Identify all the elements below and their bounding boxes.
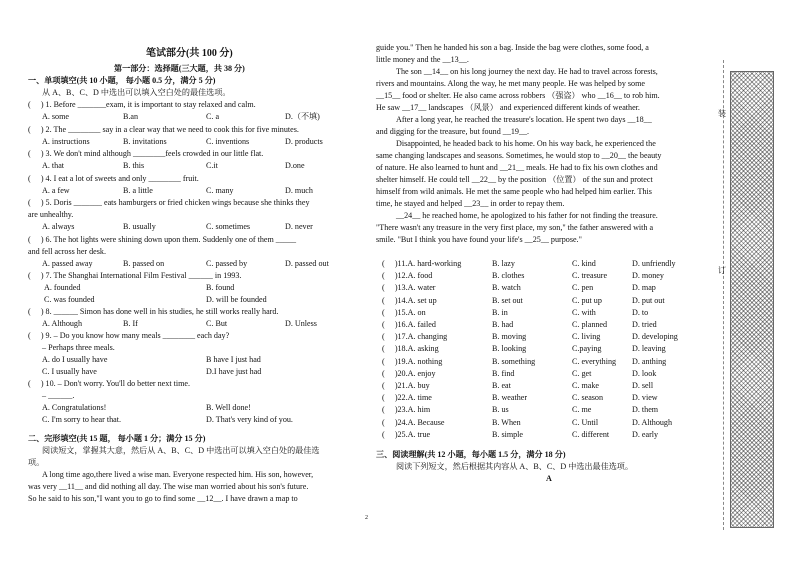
passage-line: __24__ he reached home, he apologized to his father for not finding the treasure. xyxy=(396,211,658,220)
cloze-23-option-a: ( )23.A. him xyxy=(382,405,431,415)
q9-option-d: D.I have just had xyxy=(206,367,262,376)
cloze-19-option-a: ( )19.A. nothing xyxy=(382,356,443,366)
cloze-11-option-c: C. kind xyxy=(572,259,596,268)
passage-line: was very __11__ and did nothing all day. The wise man worried about his son's future. xyxy=(28,482,309,491)
q2-option-a: A. instructions xyxy=(42,137,90,146)
q6-option-d: D. passed out xyxy=(285,259,329,268)
question-10-continued: – ______. xyxy=(42,391,75,400)
cloze-21-option-a: ( )21.A. buy xyxy=(382,381,430,390)
exam-part-title: 笔试部分(共 100 分) xyxy=(146,48,233,59)
cloze-16-option-b: B. had xyxy=(492,320,514,329)
q3-option-d: D.one xyxy=(285,161,305,170)
cloze-20-option-d: D. look xyxy=(632,368,657,378)
passage-line: time, he stayed and helped __23__ in order to repay them. xyxy=(376,199,565,208)
q1-option-d: D.（不填) xyxy=(285,112,320,121)
cloze-13-option-b: B. watch xyxy=(492,283,521,293)
q7-option-c: C. was founded xyxy=(44,295,95,304)
cloze-21-option-b: B. eat xyxy=(492,381,511,390)
q4-option-d: D. much xyxy=(285,186,313,195)
cloze-24-option-a: ( )24.A. Because xyxy=(382,417,445,427)
cloze-12-option-a: ( )12.A. food xyxy=(382,271,433,281)
cloze-17-option-c: C. living xyxy=(572,332,601,342)
cloze-22-option-a: ( )22.A. time xyxy=(382,393,432,403)
q8-option-c: C. But xyxy=(206,319,228,328)
cloze-19-option-b: B. something xyxy=(492,356,536,366)
passage-line: "There wasn't any treasure in the very first place, my son," the father answered with a xyxy=(376,223,654,232)
question-5-stem: ( ) 5. Doris _______ eats hamburgers or fried chicken wings because she thinks they xyxy=(28,198,310,207)
cloze-25-option-d: D. early xyxy=(632,429,659,439)
cloze-14-option-b: B. set out xyxy=(492,295,523,305)
q8-option-d: D. Unless xyxy=(285,319,317,328)
passage-line: Disappointed, he headed back to his home. On his way back, he experienced the xyxy=(396,139,656,148)
cloze-11-option-a: ( )11.A. hard-working xyxy=(382,259,462,268)
cloze-11-option-b: B. lazy xyxy=(492,259,515,268)
question-9-continued: – Perhaps three meals. xyxy=(42,343,115,352)
binding-margin-pattern xyxy=(730,71,774,528)
cloze-12-option-c: C. treasure xyxy=(572,271,608,281)
q7-option-a: A. founded xyxy=(44,283,81,292)
cloze-13-option-d: D. map xyxy=(632,283,656,293)
q10-option-b: B. Well done! xyxy=(206,403,251,412)
passage-line: little money and the __13__. xyxy=(376,55,469,64)
cloze-22-option-c: C. season xyxy=(572,393,604,403)
q3-option-a: A. that xyxy=(42,161,65,170)
question-2-stem: ( ) 2. The ________ say in a clear way that we need to cook this for five minutes. xyxy=(28,125,299,134)
question-1-stem: ( ) 1. Before _______exam, it is important to stay relaxed and calm. xyxy=(28,100,256,109)
passage-label: A xyxy=(546,474,552,483)
cloze-16-option-a: ( )16.A. failed xyxy=(382,320,436,329)
cloze-14-option-c: C. put up xyxy=(572,295,602,305)
cloze-18-option-d: D. leaving xyxy=(632,344,666,354)
cloze-20-option-a: ( )20.A. enjoy xyxy=(382,368,436,378)
question-6-continued: and fell across her desk. xyxy=(28,247,106,256)
q8-option-b: B. If xyxy=(123,319,138,328)
question-10-stem: ( ) 10. – Don't worry. You'll do better next time. xyxy=(28,379,191,388)
passage-line: smile. "But I think you have found your life's __25__ purpose." xyxy=(376,235,582,244)
binding-label-ding: 订 xyxy=(718,266,726,275)
cloze-17-option-b: B. moving xyxy=(492,332,527,342)
q7-option-d: D. will be founded xyxy=(206,295,267,304)
cloze-22-option-b: B. weather xyxy=(492,393,528,403)
binding-label-zhuang: 装 xyxy=(718,109,726,118)
passage-line: shelter himself. He could tell __22__ by the position （位置） of the sun and protect xyxy=(376,175,653,184)
cloze-13-option-a: ( )13.A. water xyxy=(382,283,436,293)
cloze-15-option-c: C. with xyxy=(572,307,596,317)
cloze-18-option-c: C.paying xyxy=(572,344,602,354)
cloze-11-option-d: D. unfriendly xyxy=(632,259,676,268)
q8-option-a: A. Although xyxy=(42,319,83,328)
q9-option-a: A. do I usually have xyxy=(42,355,108,364)
cloze-19-option-c: C. everything xyxy=(572,356,617,366)
cloze-20-option-b: B. find xyxy=(492,368,515,378)
cloze-12-option-d: D. money xyxy=(632,271,664,281)
passage-line: of nature. He also learned to hunt and __21__ meals. He had to fix his own clothes and xyxy=(376,163,658,172)
question-6-stem: ( ) 6. The hot lights were shining down upon them. Suddenly one of them _____ xyxy=(28,235,297,244)
cloze-21-option-c: C. make xyxy=(572,381,599,390)
cloze-16-option-d: D. tried xyxy=(632,320,657,329)
cloze-17-option-d: D. developing xyxy=(632,332,678,342)
q1-option-a: A. some xyxy=(42,112,69,121)
cloze-14-option-a: ( )14.A. set up xyxy=(382,295,437,305)
cloze-22-option-d: D. view xyxy=(632,393,658,403)
q6-option-b: B. passed on xyxy=(123,259,165,268)
passage-line: __15__ food or shelter. He also came across robbers （强盗） who __16__ to rob him. xyxy=(376,91,660,100)
q7-option-b: B. found xyxy=(206,283,235,292)
q5-option-b: B. usually xyxy=(123,222,156,231)
passage-line: A long time ago,there lived a wise man. Everyone respected him. His son, however, xyxy=(42,470,314,479)
cloze-23-option-b: B. us xyxy=(492,405,509,415)
q1-option-b: B.an xyxy=(123,112,139,121)
cloze-12-option-b: B. clothes xyxy=(492,271,525,281)
q2-option-b: B. invitations xyxy=(123,137,167,146)
q4-option-b: B. a little xyxy=(123,186,153,195)
passage-line: After a long year, he reached the treasure's location. He spent two days __18__ xyxy=(396,115,652,124)
section3-instructions: 阅读下列短文，然后根据其内容从 A、B、C、D 中选出最佳选项。 xyxy=(396,462,633,471)
q3-option-c: C.it xyxy=(206,161,218,170)
q5-option-d: D. never xyxy=(285,222,313,231)
cloze-19-option-d: D. anthing xyxy=(632,356,667,366)
page-number: 2 xyxy=(365,515,368,521)
cloze-20-option-c: C. get xyxy=(572,368,592,378)
cloze-25-option-a: ( )25.A. true xyxy=(382,429,431,439)
passage-line: himself from wild animals. He met the same people who had helped him earlier. This xyxy=(376,187,652,196)
binding-line xyxy=(723,60,724,530)
part1-heading: 第一部分：选择题(三大题，共 38 分) xyxy=(114,64,245,73)
question-4-stem: ( ) 4. I eat a lot of sweets and only ________ fruit. xyxy=(28,174,199,183)
q3-option-b: B. this xyxy=(123,161,145,170)
cloze-24-option-d: D. Although xyxy=(632,417,673,427)
section2-heading: 二、完形填空(共 15 题， 每小题 1 分；满分 15 分) xyxy=(28,434,206,443)
cloze-18-option-b: B. looking xyxy=(492,344,527,354)
cloze-15-option-d: D. to xyxy=(632,307,649,317)
cloze-15-option-a: ( )15.A. on xyxy=(382,307,426,317)
cloze-17-option-a: ( )17.A. changing xyxy=(382,332,448,342)
passage-line: and digging for the treasure, but found __19__. xyxy=(376,127,530,136)
passage-line: rivers and mountains. Along the way, he met many people. He was helped by some xyxy=(376,79,645,88)
question-7-stem: ( ) 7. The Shanghai International Film Festival ______ in 1993. xyxy=(28,271,242,280)
cloze-24-option-b: B. When xyxy=(492,417,521,427)
cloze-16-option-c: C. planned xyxy=(572,320,608,329)
q9-option-c: C. I usually have xyxy=(42,367,97,376)
q6-option-a: A. passed away xyxy=(42,259,93,268)
q10-option-d: D. That's very kind of you. xyxy=(206,415,293,424)
cloze-23-option-d: D. them xyxy=(632,405,659,415)
passage-line: He saw __17__ landscapes （风景） and experienced different kinds of weather. xyxy=(376,103,640,112)
q5-option-a: A. always xyxy=(42,222,75,231)
q4-option-a: A. a few xyxy=(42,186,70,195)
section2-instructions-cont: 项。 xyxy=(28,458,45,467)
cloze-15-option-b: B. in xyxy=(492,307,508,317)
passage-line: So he said to his son,"I want you to go to find some __12__. I have drawn a map to xyxy=(28,494,298,503)
question-8-stem: ( ) 8. ______ Simon has done well in his studies, he still works really hard. xyxy=(28,307,279,316)
section3-heading: 三、阅读理解(共 12 小题，每小题 1.5 分，满分 18 分) xyxy=(376,450,566,459)
q6-option-c: C. passed by xyxy=(206,259,248,268)
question-5-continued: are unhealthy. xyxy=(28,210,74,219)
question-9-stem: ( ) 9. – Do you know how many meals ________ each day? xyxy=(28,331,230,340)
q1-option-c: C. a xyxy=(206,112,220,121)
section2-instructions: 阅读短文，掌握其大意，然后从 A、B、C、D 中选出可以填入空白处的最佳选 xyxy=(42,446,320,455)
cloze-13-option-c: C. pen xyxy=(572,283,594,293)
cloze-25-option-b: B. simple xyxy=(492,429,524,439)
cloze-14-option-d: D. put out xyxy=(632,295,665,305)
cloze-24-option-c: C. Until xyxy=(572,417,599,427)
q9-option-b: B have I just had xyxy=(206,355,261,364)
cloze-18-option-a: ( )18.A. asking xyxy=(382,344,439,354)
section1-instructions: 从 A、B、C、D 中选出可以填入空白处的最佳选项。 xyxy=(42,88,231,97)
q4-option-c: C. many xyxy=(206,186,234,195)
cloze-23-option-c: C. me xyxy=(572,405,592,415)
q2-option-c: C. inventions xyxy=(206,137,250,146)
passage-line: The son __14__ on his long journey the next day. He had to travel across forests, xyxy=(396,67,658,76)
q5-option-c: C. sometimes xyxy=(206,222,251,231)
passage-line: guide you." Then he handed his son a bag. Inside the bag were clothes, some food, a xyxy=(376,43,649,52)
passage-line: same changing landscapes and seasons. Sometimes, he would stop to __20__ the beauty xyxy=(376,151,662,160)
cloze-25-option-c: C. different xyxy=(572,429,610,439)
question-3-stem: ( ) 3. We don't mind although ________feels crowded in our little flat. xyxy=(28,149,264,158)
q2-option-d: D. products xyxy=(285,137,323,146)
cloze-21-option-d: D. sell xyxy=(632,381,654,390)
q10-option-c: C. I'm sorry to hear that. xyxy=(42,415,122,424)
q10-option-a: A. Congratulations! xyxy=(42,403,107,412)
section1-heading: 一、单项填空(共 10 小题， 每小题 0.5 分，满分 5 分) xyxy=(28,76,216,85)
